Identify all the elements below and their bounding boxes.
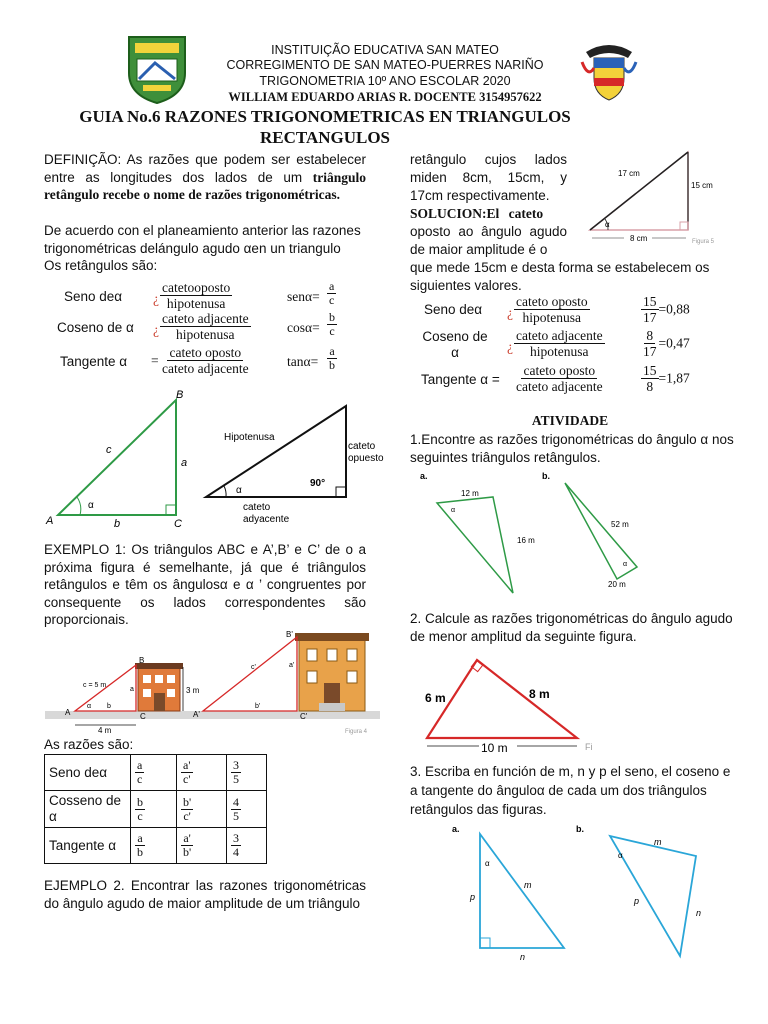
figure-triangle-labels [200, 398, 400, 526]
solucion-text: oposto ao ângulo agudo de maior amplitude é o [410, 224, 567, 257]
label-figura-4: Figura 4 [345, 729, 368, 735]
solucion-label: SOLUCION:El cateto [410, 206, 544, 221]
tangente-fraction: $\frac{\text{cateto oposto}}{\text{cateto adjacente}}$ [162, 345, 249, 376]
label-p-b: p [634, 896, 640, 906]
header-line-1: INSTITUIÇÃO EDUCATIVA SAN MATEO [271, 43, 499, 57]
question-3: 3. Escriba en función de m, n y p el seno, el coseno e a tangente do ânguloα de cada um dos triângulos retângulos das figuras. [410, 764, 731, 817]
label-A-small: A [65, 708, 71, 717]
r-coseno-result: $\frac{8}{17}$ =0,47 [643, 328, 690, 359]
label-52m: 52 m [611, 520, 629, 529]
label-C: C [174, 518, 182, 530]
label-hipotenusa: Hipotenusa [224, 432, 275, 443]
r-tangente-result: $\frac{15}{8}$ =1,87 [643, 363, 690, 394]
label-Cp: C' [300, 712, 308, 721]
r-tangente-label: Tangente α = [421, 372, 500, 387]
header-line-4: WILLIAM EDUARDO ARIAS R. DOCENTE 3154957622 [228, 90, 542, 104]
label-17cm: 17 cm [618, 169, 640, 178]
seno-inv-q: ¿ [153, 291, 159, 306]
label-alpha-q1a: α [451, 507, 456, 514]
label-q1-b: b. [542, 471, 550, 481]
label-cateto-opuesto-1: cateto [348, 441, 376, 452]
definition-paragraph-3: Os retângulos são: [44, 258, 158, 273]
label-figura-5: Figura 5 [692, 239, 715, 245]
table-row: Seno deα $\frac{a}{c}$ $\frac{a'}{c'}$ $\frac{3}{5}$ [45, 755, 267, 791]
seno-fraction: $\frac{\text{catetooposto}}{\text{hipotenusa}}$ [162, 280, 231, 311]
definition-paragraph: DEFINIÇÃO: As razões que podem ser estabelecer entre as longitudes dos lados de um triângulo retângulo recebe o nome de razões trigonométricas. [44, 152, 366, 202]
coseno-label: Coseno de α [57, 320, 134, 335]
label-q3-a: a. [452, 824, 460, 834]
seno-label: Seno deα [64, 289, 123, 304]
label-4m: 4 m [98, 726, 112, 735]
label-alpha-q1b: α [623, 561, 628, 568]
figure-5-triangle [580, 148, 730, 248]
question-1: 1.Encontre as razões trigonométricas do ângulo α nos seguintes triângulos retângulos. [410, 432, 734, 465]
figure-similar-triangles [45, 627, 380, 735]
label-3m: 3 m [186, 686, 200, 695]
label-c: c [106, 444, 112, 456]
label-alpha-fig5: α [605, 220, 610, 229]
label-c-5m: c = 5 m [83, 682, 107, 689]
label-8cm: 8 cm [630, 234, 648, 243]
header-line-3: TRIGONOMETRIA 10º ANO ESCOLAR 2020 [259, 74, 511, 88]
label-B: B [176, 389, 184, 401]
label-cp: c' [251, 664, 256, 671]
label-B-small: B [139, 656, 145, 665]
label-cateto-adyacente-1: cateto [243, 502, 271, 513]
label-n-a: n [520, 952, 526, 962]
solucion-full: que mede 15cm e desta forma se estabelecem os siguientes valores. [410, 260, 710, 293]
label-20m: 20 m [608, 580, 626, 589]
coseno-inv-q: ¿ [153, 322, 159, 337]
q2-figure [405, 648, 605, 756]
label-q3-b: b. [576, 824, 584, 834]
label-a: a [181, 457, 188, 469]
coseno-fraction: $\frac{\text{cateto adjacente}}{\text{hipotenusa}}$ [162, 311, 249, 342]
r-seno-result: $\frac{15}{17}$ =0,88 [643, 294, 690, 325]
label-ap: a' [289, 662, 295, 669]
question-2: 2. Calcule as razões trigonométricas do ângulo agudo de menor amplitud da seguinte figura. [410, 611, 733, 644]
sen-a-over-c: $\frac{a}{c}$ [329, 279, 335, 307]
tangente-eq: = [151, 353, 159, 368]
label-b: b [114, 518, 121, 530]
right-intro: retângulo cujos lados miden 8cm, 15cm, y 17cm respectivamente. [410, 152, 567, 203]
r-seno-fraction: $\frac{\text{cateto oposto}}{\text{hipotenusa}}$ [516, 294, 588, 325]
sen-short: senα= [287, 289, 320, 304]
figure-triangle-abc [40, 388, 200, 533]
page-title-line-1: GUIA No.6 RAZONES TRIGONOMETRICAS EN TRIANGULOS [79, 107, 571, 126]
r-coseno-label: Coseno de α [422, 329, 488, 360]
label-Ap: A' [193, 710, 200, 719]
colombia-coat-of-arms [578, 38, 640, 104]
label-C-small: C [140, 712, 146, 721]
label-bp: b' [255, 703, 261, 710]
label-alpha-q3a: α [485, 859, 490, 868]
table-cell-label: Seno deα [45, 755, 131, 791]
label-16m: 16 m [517, 536, 535, 545]
page-title-line-2: RECTANGULOS [259, 128, 391, 147]
tan-short: tanα= [287, 354, 319, 369]
label-A: A [46, 515, 54, 527]
header-line-2: CORREGIMENTO DE SAN MATEO-PUERRES NARIÑO [226, 58, 544, 72]
as-razoes-label: As razões são: [44, 737, 134, 752]
cos-b-over-c: $\frac{b}{c}$ [329, 310, 335, 338]
r-seno-label: Seno deα [424, 302, 483, 317]
label-90: 90° [310, 478, 326, 489]
definition-paragraph-2: De acuerdo con el planeamiento anterior las razones trigonométricas delángulo agudo αen un triangulo [44, 223, 361, 256]
school-logo [125, 33, 189, 105]
label-fig: Fi [585, 742, 593, 752]
cos-short: cosα= [287, 320, 320, 335]
label-b-small: b [107, 703, 111, 710]
label-n-b: n [696, 908, 702, 918]
r-seno-inv-q: ¿ [507, 305, 513, 320]
label-cateto-adyacente-2: adyacente [243, 514, 290, 525]
label-alpha: α [88, 500, 94, 511]
tan-a-over-b: $\frac{a}{b}$ [329, 344, 335, 372]
label-m-a: m [524, 880, 532, 890]
label-15cm: 15 cm [691, 181, 713, 190]
label-alpha-q3b: α [618, 851, 623, 860]
label-8m: 8 m [529, 687, 550, 701]
label-Bp: B' [286, 630, 293, 639]
label-alpha-small: α [87, 703, 92, 710]
r-coseno-inv-q: ¿ [507, 339, 513, 354]
label-a-small: a [130, 686, 134, 693]
ejemplo-2-paragraph: EJEMPLO 2. Encontrar las razones trigonométricas do ângulo agudo de maior amplitude de um triângulo [44, 878, 366, 911]
label-m-b: m [654, 837, 662, 847]
q1-figures [415, 467, 735, 597]
table-row: Tangente α $\frac{a}{b}$ $\frac{a'}{b'}$ $\frac{3}{4}$ [45, 828, 267, 864]
atividade-heading: ATIVIDADE [531, 413, 609, 428]
label-p-a: p [470, 892, 476, 902]
exemplo-1-paragraph: EXEMPLO 1: Os triângulos ABC e A’,B’ e C’ de o a próxima figura é semelhante, já que é triângulos retângulos e têm os ângulosα e α ’ congruentes por consequente os lados correspondentes são proporcionais. [44, 542, 366, 627]
r-coseno-fraction: $\frac{\text{cateto adjacente}}{\text{hipotenusa}}$ [516, 328, 603, 359]
r-tangente-fraction: $\frac{\text{cateto oposto}}{\text{cateto adjacente}}$ [516, 363, 603, 394]
tangente-label: Tangente α [60, 354, 128, 369]
label-alpha-2: α [236, 485, 242, 496]
table-cell-label: Cosseno de α [45, 791, 131, 828]
table-row: Cosseno de α $\frac{b}{c}$ $\frac{b'}{c'}$ $\frac{4}{5}$ [45, 791, 267, 828]
label-6m: 6 m [425, 691, 446, 705]
ratios-table [44, 754, 267, 864]
q3-figures [440, 820, 740, 970]
label-q1-a: a. [420, 471, 428, 481]
label-cateto-opuesto-2: opuesto [348, 453, 384, 464]
label-10m: 10 m [481, 741, 508, 755]
table-cell-label: Tangente α [45, 828, 131, 864]
label-12m: 12 m [461, 489, 479, 498]
